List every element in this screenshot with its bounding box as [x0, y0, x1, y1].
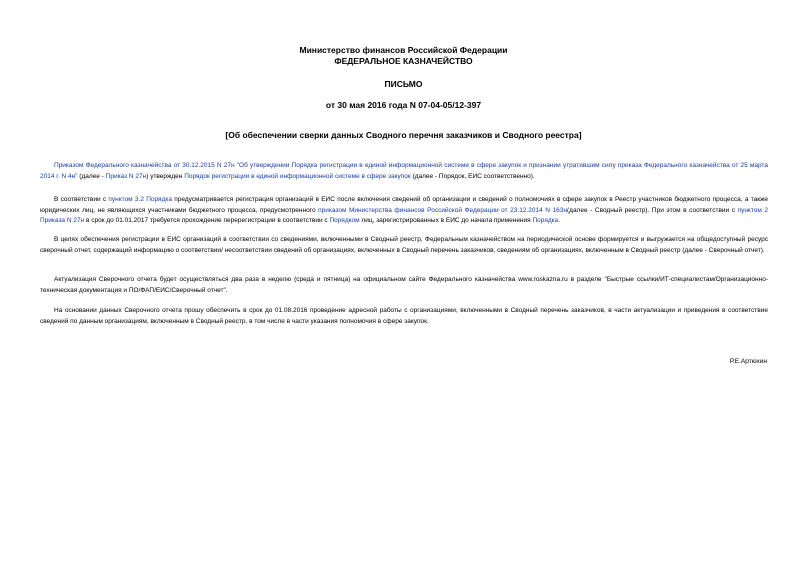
link-order-27n-point-2[interactable]: пунктом 2 Приказа N 27н: [40, 206, 768, 225]
ministry-heading: Министерство финансов Российской Федерации: [299, 45, 508, 55]
link-procedure-point-3-2[interactable]: пунктом 3.2 Порядка: [108, 196, 172, 203]
paragraph-2-text-4: в срок до 01.01.2017 требуется прохождение перерегистрации в соответствии с: [84, 217, 330, 225]
document-type: ПИСЬМО: [384, 79, 423, 89]
paragraph-5: На основании данных Сверочного отчета прошу обеспечить в срок до 01.08.2016 проведение адресной работы с организациями, включенными в Сводный перечень заказчиков, в части актуализации и приведения в соответствие сведений по данным организациям, включенным в Сводный реестр, в том числе в части указания полномочия в сфере закупок.: [40, 307, 768, 325]
agency-heading: ФЕДЕРАЛЬНОЕ КАЗНАЧЕЙСТВО: [334, 56, 473, 66]
paragraph-4: Актуализация Сверочного отчета будет осуществляться два раза в неделю (среда и пятница) на официальном сайте Федерального казначейства www.roskazna.ru в разделе "Быстрые ссылки/ИТ-специалистам/Организационно-техническая документация и ПО/ФАП/ЕИС/Сверочный отчет".: [40, 276, 768, 294]
paragraph-1: [40, 161, 768, 182]
paragraph-2-text-2: предусматривается регистрация организаций в ЕИС после включения сведений об организации и сведений о полномочиях в сфере закупок в Реестр участников бюджетного процесса, а также юридических лиц, не являющихся участниками бюджетного процесса, предусмотренного: [40, 196, 769, 214]
paragraph-3: В целях обеспечения регистрации в ЕИС организаций в соответствии со сведениями, включенными в Сводный реестр, Федеральным казначейством на периодической основе формируется и выгружается на общедоступный ресурс сверочный отчет, содержащий информацию о соответствии/ несоответствии сведений об организациях, включенных в Сводный перечень заказчиков, сведениям об организациях, включенным в Сводный реестр (далее - Сверочный отчет).: [40, 236, 768, 254]
paragraph-1-text-1: (далее -: [77, 172, 106, 180]
document-subject: [Об обеспечении сверки данных Сводного перечня заказчиков и Сводного реестра]: [225, 130, 582, 140]
link-procedure-2[interactable]: Порядка: [532, 217, 559, 225]
paragraph-2: [40, 195, 768, 227]
link-procedure[interactable]: Порядком: [329, 217, 360, 225]
signature: Р.Е.Артюхин: [729, 358, 767, 365]
link-order-27n[interactable]: Приказ N 27н: [105, 172, 147, 180]
link-order-27n-full[interactable]: Приказом Федерального казначейства от 30.12.2015 N 27н "Об утверждении Порядка регистрации в единой информационной системе в сфере закупок и признании утратившим силу приказа Федерального казначейства от 25 марта 2014 г. N 4н": [40, 162, 768, 180]
paragraph-2-text-1: В соответствии с: [54, 196, 109, 203]
paragraph-2-text-6: .: [558, 217, 561, 225]
paragraph-2-text-5: лиц, зарегистрированных в ЕИС до начала применения: [359, 217, 533, 225]
paragraph-2-text-3: (далее - Сводный реестр). При этом в соответствии с: [566, 206, 738, 214]
paragraph-1-text-3: (далее - Порядок, ЕИС соответственно).: [410, 172, 535, 180]
paragraph-1-text-2: ) утвержден: [146, 172, 185, 180]
document-date-number: от 30 мая 2016 года N 07-04-05/12-397: [325, 100, 482, 110]
link-registration-procedure[interactable]: Порядок регистрации в единой информационной системе в сфере закупок: [184, 172, 411, 180]
link-minfin-order-163n[interactable]: приказом Министерства финансов Российской Федерации от 23.12.2014 N 163н: [318, 206, 567, 214]
